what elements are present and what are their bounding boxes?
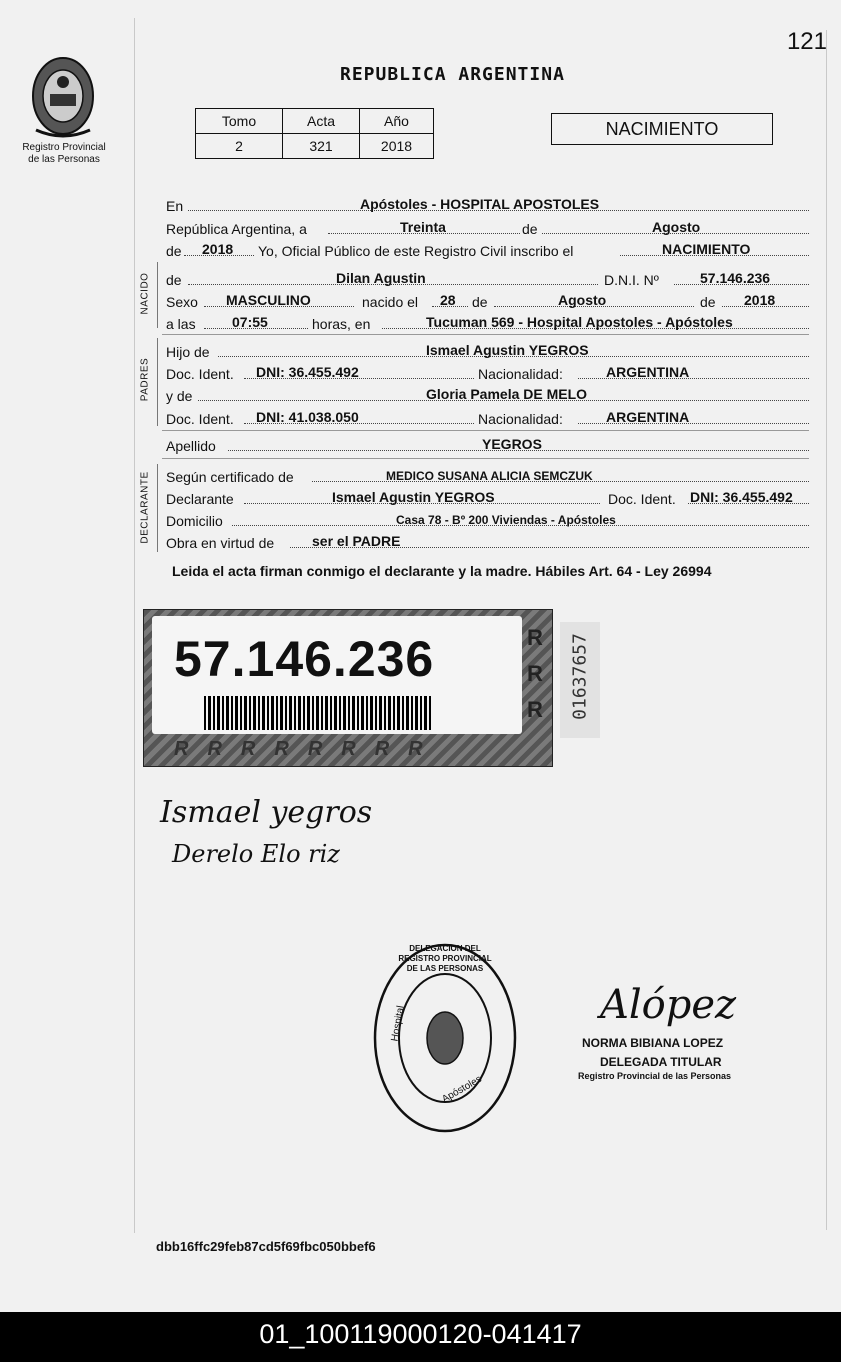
row-inscribo [166, 241, 809, 259]
value-hora: 07:55 [232, 314, 268, 330]
label-doc-ident-2: Doc. Ident. [166, 411, 234, 427]
label-sexo: Sexo [166, 294, 198, 310]
serial-number: 01637657 [569, 633, 591, 720]
label-yo: Yo, Oficial Público de este Registro Civil inscribo el [258, 243, 574, 259]
value-nac-dia: 28 [440, 292, 456, 308]
table-value-anio: 2018 [360, 134, 434, 159]
official-signature: Alópez [600, 982, 737, 1028]
row-madre [166, 386, 809, 404]
sticker-r-mark-3: R [527, 697, 543, 722]
side-label-padres: PADRES [139, 357, 151, 402]
value-dia: Treinta [400, 219, 446, 235]
value-certificado: MEDICO SUSANA ALICIA SEMCZUK [386, 469, 593, 483]
row-sexo [166, 292, 809, 310]
value-anio: 2018 [202, 241, 234, 257]
value-nombre: Dilan Agustin [336, 270, 426, 286]
sticker-label [152, 616, 522, 734]
sticker-r-column [522, 620, 548, 730]
value-declarante: Ismael Agustin YEGROS [332, 489, 495, 505]
label-horas-en: horas, en [312, 316, 371, 332]
table-header-tomo: Tomo [196, 109, 283, 134]
registry-stamp [372, 942, 518, 1134]
mother-signature: Derelo Elo riz [172, 840, 340, 868]
row-padre-doc [166, 364, 809, 382]
registry-label-line1: Registro Provincial [22, 142, 106, 153]
label-a-las: a las [166, 316, 196, 332]
page-number: 121 [786, 28, 827, 55]
value-nac-mes: Agosto [558, 292, 607, 308]
official-title: DELEGADA TITULAR [600, 1055, 722, 1069]
sticker-pattern-r5: R [307, 738, 342, 760]
registry-label [10, 142, 118, 166]
footer-bar [0, 1312, 841, 1362]
registry-label-line2: de las Personas [28, 154, 100, 165]
row-virtud [166, 533, 809, 551]
row-nombre [166, 270, 809, 288]
label-dni: D.N.I. Nº [604, 272, 659, 288]
sticker-pattern-row [174, 738, 514, 761]
document-title: REPUBLICA ARGENTINA [340, 64, 565, 85]
barcode [204, 696, 432, 730]
province-emblem-icon [26, 50, 100, 138]
row-certificado [166, 467, 809, 485]
value-padre-nac: ARGENTINA [606, 364, 690, 380]
sticker-pattern-r2: R [207, 738, 241, 760]
value-inscribo: NACIMIENTO [662, 241, 751, 257]
label-obra-virtud: Obra en virtud de [166, 535, 275, 551]
sticker-number: 57.146.236 [174, 631, 435, 687]
value-declarante-doc: DNI: 36.455.492 [690, 489, 793, 505]
nacido-bracket [157, 262, 158, 328]
left-margin-line [134, 18, 135, 1233]
row-lugar [166, 196, 809, 214]
padres-bracket [157, 338, 158, 426]
row-apellido [166, 436, 809, 454]
divider-apellido [162, 458, 809, 459]
value-madre-nac: ARGENTINA [606, 409, 690, 425]
value-madre-doc: DNI: 41.038.050 [256, 409, 359, 425]
closing-text: Leida el acta firman conmigo el declarante y la madre. Hábiles Art. 64 - Ley 26994 [172, 563, 712, 579]
label-y-de: y de [166, 388, 193, 404]
label-doc-ident-1: Doc. Ident. [166, 366, 234, 382]
footer-id: 01_100119000120-041417 [259, 1319, 582, 1349]
label-de-1: de [522, 221, 538, 237]
id-sticker [143, 609, 553, 767]
value-apellido: YEGROS [482, 436, 542, 452]
table-value-tomo: 2 [196, 134, 283, 159]
label-de-2: de [166, 243, 182, 259]
value-madre: Gloria Pamela DE MELO [426, 386, 588, 402]
label-hijo-de: Hijo de [166, 344, 210, 360]
row-fecha [166, 219, 809, 237]
official-org: Registro Provincial de las Personas [578, 1071, 732, 1081]
tomo-acta-table [195, 108, 434, 159]
sticker-pattern-r3: R [240, 738, 275, 760]
label-nacido-el: nacido el [362, 294, 419, 310]
declarante-bracket [157, 464, 158, 552]
label-en: En [166, 198, 184, 214]
sticker-pattern-r1: R [174, 738, 208, 760]
side-label-declarante: DECLARANTE [139, 471, 151, 544]
label-de-4: de [472, 294, 488, 310]
label-declarante: Declarante [166, 491, 234, 507]
row-declarante [166, 489, 809, 507]
divider-nacido [162, 334, 809, 335]
declarant-signature: Ismael yegros [160, 795, 373, 830]
sticker-pattern-r7: R [374, 738, 409, 760]
label-doc-ident-3: Doc. Ident. [608, 491, 676, 507]
stamp-inner-hospital: Hospital [389, 1004, 407, 1043]
row-domicilio [166, 511, 809, 529]
document-hash: dbb16ffc29feb87cd5f69fbc050bbef6 [156, 1239, 376, 1254]
stamp-inner-apostoles: Apóstoles [440, 1073, 484, 1106]
label-domicilio: Domicilio [166, 513, 223, 529]
doc-type-box: NACIMIENTO [551, 113, 773, 145]
table-header-acta: Acta [283, 109, 360, 134]
value-padre: Ismael Agustin YEGROS [426, 342, 589, 358]
sticker-pattern-r4: R [274, 738, 308, 760]
official-name: NORMA BIBIANA LOPEZ [582, 1036, 724, 1050]
value-sexo: MASCULINO [226, 292, 311, 308]
label-segun-cert: Según certificado de [166, 469, 294, 485]
value-domicilio: Casa 78 - Bº 200 Viviendas - Apóstoles [396, 513, 616, 527]
table-header-anio: Año [360, 109, 434, 134]
label-republica: República Argentina, a [166, 221, 307, 237]
sticker-pattern-r6: R [341, 738, 375, 760]
sticker-pattern-r8: R [408, 738, 442, 760]
value-virtud: ser el PADRE [312, 533, 401, 549]
value-lugar-nac: Tucuman 569 - Hospital Apostoles - Apóstoles [426, 314, 733, 330]
row-padre [166, 342, 809, 360]
value-mes: Agosto [652, 219, 701, 235]
value-nac-anio: 2018 [744, 292, 776, 308]
side-label-nacido: NACIDO [139, 272, 151, 315]
sticker-r-mark-2: R [527, 661, 543, 686]
value-padre-doc: DNI: 36.455.492 [256, 364, 359, 380]
label-de-3: de [166, 272, 182, 288]
label-de-5: de [700, 294, 716, 310]
label-nacionalidad-2: Nacionalidad: [478, 411, 563, 427]
right-margin-line [826, 30, 827, 1230]
value-lugar: Apóstoles - HOSPITAL APOSTOLES [360, 196, 600, 212]
sticker-r-mark-1: R [527, 625, 543, 650]
row-hora-lugar [166, 314, 809, 332]
value-dni: 57.146.236 [700, 270, 771, 286]
stamp-ring-text: DELEGACION DEL REGISTRO PROVINCIAL DE LAS PERSONAS [398, 944, 492, 973]
label-nacionalidad-1: Nacionalidad: [478, 366, 563, 382]
table-value-acta: 321 [283, 134, 360, 159]
serial-tag [560, 622, 600, 738]
label-apellido: Apellido [166, 438, 216, 454]
divider-padres [162, 430, 809, 431]
row-madre-doc [166, 409, 809, 427]
